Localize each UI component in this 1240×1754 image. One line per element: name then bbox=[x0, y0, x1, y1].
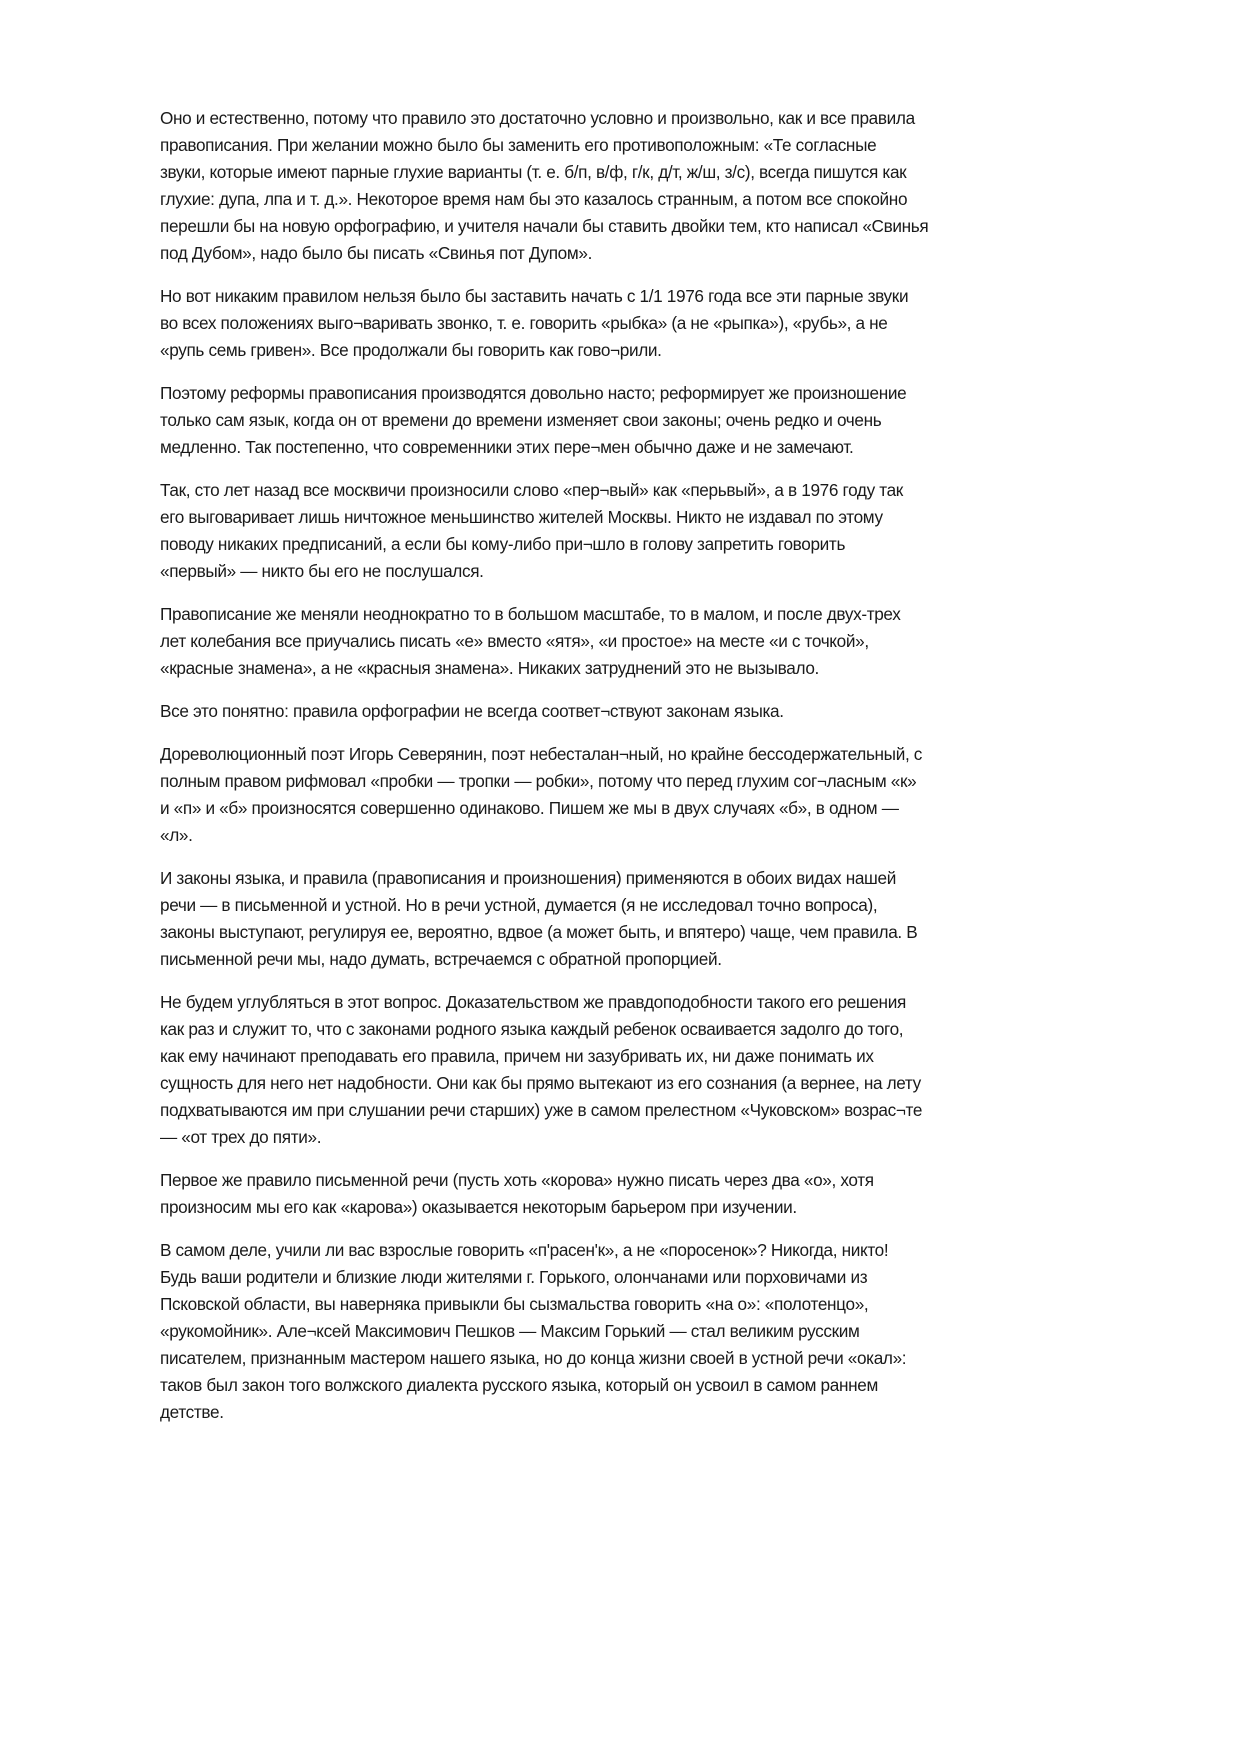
paragraph bbox=[160, 1237, 1040, 1426]
text-line: правописания. При желании можно было бы заменить его противоположным: «Те согласные bbox=[160, 135, 877, 155]
text-line: Оно и естественно, потому что правило это достаточно условно и произвольно, как и все правила bbox=[160, 108, 915, 128]
document-page bbox=[160, 105, 1040, 1442]
text-line: И законы языка, и правила (правописания и произношения) применяются в обоих видах нашей bbox=[160, 868, 896, 888]
text-line: писателем, признанным мастером нашего языка, но до конца жизни своей в устной речи «окал»: bbox=[160, 1348, 907, 1368]
text-line: Дореволюционный поэт Игорь Северянин, поэт небесталан¬ный, но крайне бессодержательный, с bbox=[160, 744, 923, 764]
paragraph bbox=[160, 741, 1040, 849]
text-line: речи — в письменной и устной. Но в речи устной, думается (я не исследовал точно вопроса), bbox=[160, 895, 878, 915]
text-line: законы выступают, регулируя ее, вероятно, вдвое (а может быть, и впятеро) чаще, чем правила. В bbox=[160, 922, 918, 942]
text-line: «л». bbox=[160, 825, 193, 845]
text-line: «рупь семь гривен». Все продолжали бы говорить как гово¬рили. bbox=[160, 340, 662, 360]
text-line: детстве. bbox=[160, 1402, 224, 1422]
text-line: таков был закон того волжского диалекта русского языка, который он усвоил в самом раннем bbox=[160, 1375, 878, 1395]
paragraph bbox=[160, 698, 1040, 725]
text-line: Все это понятно: правила орфографии не всегда соответ¬ствуют законам языка. bbox=[160, 701, 784, 721]
paragraph bbox=[160, 989, 1040, 1151]
text-line: Но вот никаким правилом нельзя было бы заставить начать с 1/1 1976 года все эти парные звуки bbox=[160, 286, 909, 306]
text-line: медленно. Так постепенно, что современники этих пере¬мен обычно даже и не замечают. bbox=[160, 437, 854, 457]
text-line: лет колебания все приучались писать «е» вместо «ятя», «и простое» на месте «и с точкой», bbox=[160, 631, 869, 651]
paragraph bbox=[160, 283, 1040, 364]
paragraph bbox=[160, 601, 1040, 682]
text-line: сущность для него нет надобности. Они как бы прямо вытекают из его сознания (а вернее, на лету bbox=[160, 1073, 921, 1093]
text-line: и «п» и «б» произносятся совершенно одинаково. Пишем же мы в двух случаях «б», в одном — bbox=[160, 798, 899, 818]
text-line: «рукомойник». Але¬ксей Максимович Пешков — Максим Горький — стал великим русским bbox=[160, 1321, 860, 1341]
text-line: Правописание же меняли неоднократно то в большом масштабе, то в малом, и после двух-трех bbox=[160, 604, 901, 624]
paragraph bbox=[160, 865, 1040, 973]
text-line: под Дубом», надо было бы писать «Свинья пот Дупом». bbox=[160, 243, 592, 263]
paragraph bbox=[160, 477, 1040, 585]
text-line: глухие: дупа, лпа и т. д.». Некоторое время нам бы это казалось странным, а потом все спокойно bbox=[160, 189, 908, 209]
text-line: «первый» — никто бы его не послушался. bbox=[160, 561, 484, 581]
text-line: Поэтому реформы правописания производятся довольно насто; реформирует же произношение bbox=[160, 383, 907, 403]
text-line: — «от трех до пяти». bbox=[160, 1127, 322, 1147]
text-line: его выговаривает лишь ничтожное меньшинство жителей Москвы. Никто не издавал по этому bbox=[160, 507, 883, 527]
text-line: как раз и служит то, что с законами родного языка каждый ребенок осваивается задолго до того, bbox=[160, 1019, 904, 1039]
text-line: Так, сто лет назад все москвичи произносили слово «пер¬вый» как «перьвый», а в 1976 году так bbox=[160, 480, 903, 500]
text-line: как ему начинают преподавать его правила, причем ни зазубривать их, ни даже понимать их bbox=[160, 1046, 874, 1066]
text-line: поводу никаких предписаний, а если бы кому-либо при¬шло в голову запретить говорить bbox=[160, 534, 846, 554]
text-line: во всех положениях выго¬варивать звонко, т. е. говорить «рыбка» (а не «рыпка»), «рубь», а не bbox=[160, 313, 888, 333]
text-line: В самом деле, учили ли вас взрослые говорить «п'расен'к», а не «поросенок»? Никогда, никто! bbox=[160, 1240, 889, 1260]
text-line: Будь ваши родители и близкие люди жителями г. Горького, олончанами или порховичами из bbox=[160, 1267, 868, 1287]
paragraph bbox=[160, 1167, 1040, 1221]
text-line: Не будем углубляться в этот вопрос. Доказательством же правдоподобности такого его решения bbox=[160, 992, 906, 1012]
text-line: Псковской области, вы наверняка привыкли бы сызмальства говорить «на о»: «полотенцо», bbox=[160, 1294, 869, 1314]
text-line: только сам язык, когда он от времени до времени изменяет свои законы; очень редко и очень bbox=[160, 410, 882, 430]
text-line: «красные знамена», а не «красныя знамена». Никаких затруднений это не вызывало. bbox=[160, 658, 819, 678]
text-line: звуки, которые имеют парные глухие варианты (т. е. б/п, в/ф, г/к, д/т, ж/ш, з/с), всегда пишутся как bbox=[160, 162, 907, 182]
paragraph bbox=[160, 105, 1040, 267]
paragraph bbox=[160, 380, 1040, 461]
text-line: перешли бы на новую орфографию, и учителя начали бы ставить двойки тем, кто написал «Свинья bbox=[160, 216, 929, 236]
text-line: письменной речи мы, надо думать, встречаемся с обратной пропорцией. bbox=[160, 949, 722, 969]
text-line: подхватываются им при слушании речи старших) уже в самом прелестном «Чуковском» возрас¬те bbox=[160, 1100, 923, 1120]
text-line: Первое же правило письменной речи (пусть хоть «корова» нужно писать через два «о», хотя bbox=[160, 1170, 874, 1190]
text-line: произносим мы его как «карова») оказывается некоторым барьером при изучении. bbox=[160, 1197, 797, 1217]
text-line: полным правом рифмовал «пробки — тропки — робки», потому что перед глухим сог¬ласным «к» bbox=[160, 771, 917, 791]
